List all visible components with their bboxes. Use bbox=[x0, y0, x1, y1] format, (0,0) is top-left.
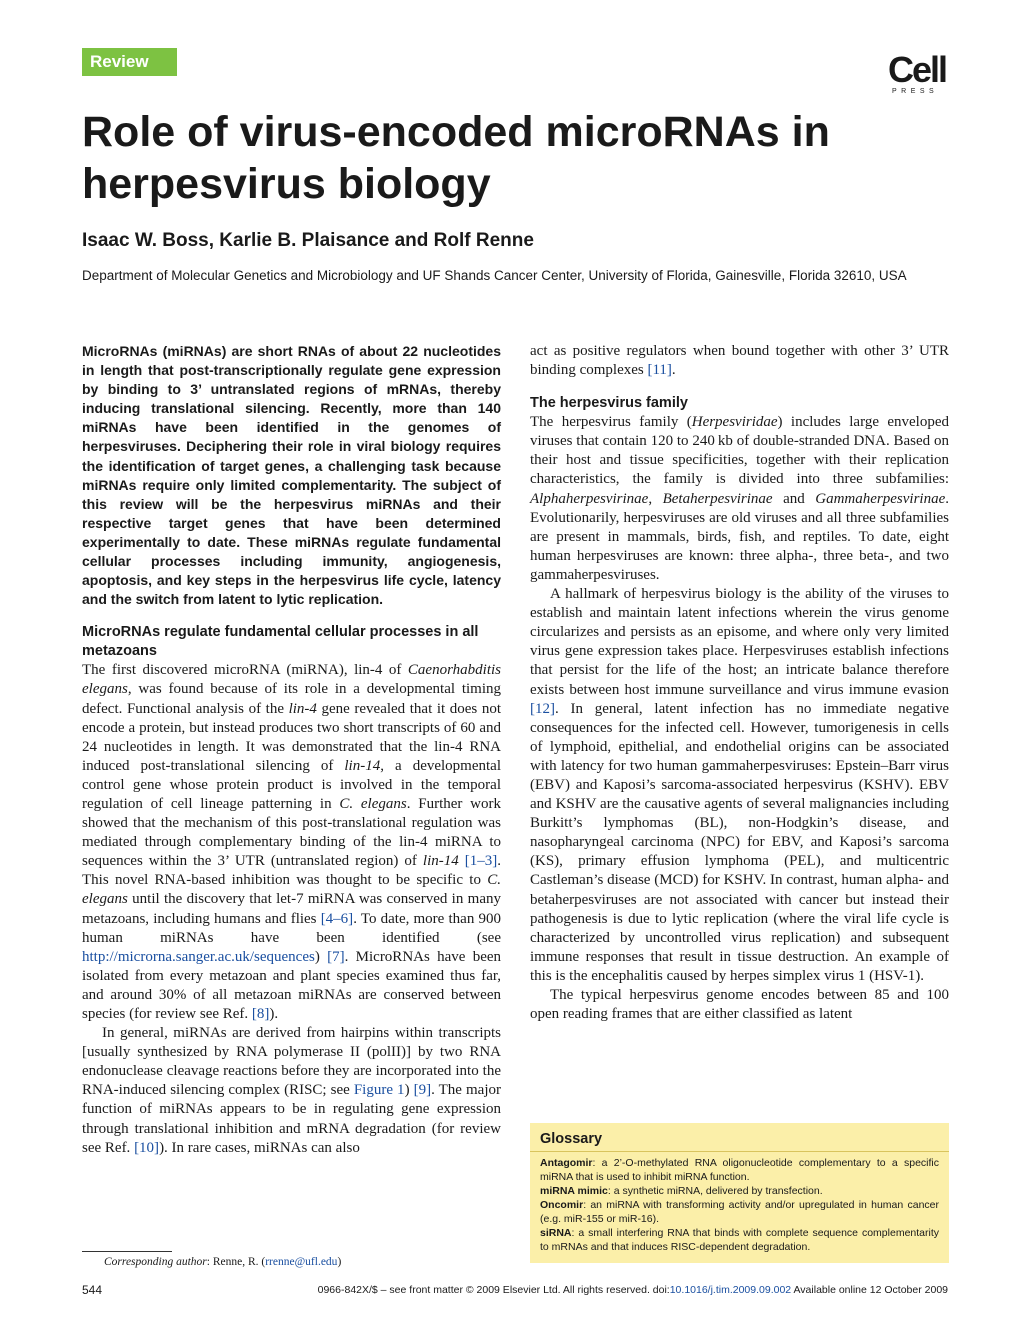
glossary-entry: Antagomir: a 2’-O-methylated RNA oligonucleotide complementary to a specific miRNA that is used to inhibit miRNA function. bbox=[540, 1157, 939, 1183]
article-title: Role of virus-encoded microRNAs in herpesvirus biology bbox=[82, 108, 830, 208]
body-paragraph: act as positive regulators when bound together with other 3’ UTR binding complexes [11]. bbox=[530, 343, 949, 379]
glossary-entry: Oncomir: an miRNA with transforming activity and/or upregulated in human cancer (e.g. miR-155 or miR-16). bbox=[540, 1199, 939, 1225]
glossary-entry: siRNA: a small interfering RNA that binds with complete sequence complementarity to mRNAs and that induces RISC-dependent degradation. bbox=[540, 1227, 939, 1253]
logo-sub: PRESS bbox=[892, 88, 939, 95]
article-authors: Isaac W. Boss, Karlie B. Plaisance and Rolf Renne bbox=[82, 230, 534, 251]
footnote-rule bbox=[82, 1251, 172, 1252]
citation-link[interactable]: [4–6] bbox=[320, 910, 354, 927]
cell-press-logo bbox=[888, 49, 954, 98]
left-column bbox=[82, 342, 501, 1158]
citation-link[interactable]: [9] bbox=[413, 1082, 432, 1099]
body-paragraph: The first discovered microRNA (miRNA), lin-4 of Caenorhabditis elegans, was found because of its role in a developmental timing defect. Functional analysis of the lin-4 gene revealed that it does not encode a protein, but instead produces two short transcripts of 60 and 24 nucleotides in length. It was demonstrated that the lin-4 RNA induced post-translational silencing of lin-14, a developmental control gene whose protein product is involved in the temporal regulation of cell lineage patterning in C. elegans. Further work showed that the mechanism of this post-translational regulation was mediated through complementary binding of the lin-4 miRNA to sequences within the 3’ UTR (untranslated region) of lin-14 [1–3]. This novel RNA-based inhibition was thought to be specific to C. elegans until the discovery that let-7 miRNA was conserved in many metazoans, including humans and flies [4–6]. To date, more than 900 human miRNAs have been identified (see http://microrna.sanger.ac.uk/sequences) [7]. MicroRNAs have been isolated from every metazoan and plant species examined thus far, and around 30% of all metazoan miRNAs are conserved between species (for review see Ref. [8]). bbox=[82, 662, 502, 1022]
email-link[interactable]: rrenne@ufl.edu bbox=[265, 1256, 338, 1268]
article-affiliation: Department of Molecular Genetics and Microbiology and UF Shands Cancer Center, University of Florida, Gainesville, Florida 32610, USA bbox=[82, 268, 907, 283]
section-tab: Review bbox=[82, 48, 177, 76]
glossary-box bbox=[530, 1123, 949, 1263]
glossary-heading: Glossary bbox=[530, 1123, 949, 1152]
body-paragraph: The typical herpesvirus genome encodes between 85 and 100 open reading frames that are either classified as latent bbox=[530, 987, 949, 1023]
figure-link[interactable]: Figure 1 bbox=[353, 1082, 405, 1099]
body-paragraph: In general, miRNAs are derived from hairpins within transcripts [usually synthesized by RNA polymerase II (polII)] by two RNA endonuclease cleavage reactions before they are incorporated into the RNA-induced silencing complex (RISC; see Figure 1) [9]. The major function of miRNAs appears to be in regulating gene expression through translational inhibition and mRNA degradation (for review see Ref. [10]). In rare cases, miRNAs can also bbox=[82, 1025, 501, 1156]
citation-link[interactable]: [1–3] bbox=[464, 853, 498, 870]
url-link[interactable]: http://microrna.sanger.ac.uk/sequences bbox=[82, 948, 315, 965]
right-column bbox=[530, 342, 949, 1024]
section-heading-herpesvirus-family: The herpesvirus family bbox=[530, 395, 688, 412]
body-paragraph: A hallmark of herpesvirus biology is the ability of the viruses to establish and maintain latent infections wherein the virus genome circularizes and persists as an episome, and where only very limited virus gene expression takes place. Herpesviruses establish infections that persist for the life of the host; an intricate balance therefore exists between host immune surveillance and virus immune evasion [12]. In general, latent infection has no immediate negative consequences for the infected cell. However, tumorigenesis in cells of lymphoid, epithelial, and endothelial origins can be associated with latency for two human gammaherpesviruses: Epstein–Barr virus (EBV) and Kaposi’s sarcoma-associated herpesvirus (KSHV). EBV and KSHV are the causative agents of several malignancies including Burkitt’s lymphomas (BL), non-Hodgkin’s disease, and nasopharyngeal carcinoma (NPC) for EBV, and Kaposi’s sarcoma (KS), primary effusion lymphoma (PEL), and multicentric Castleman’s disease (MCD) for KSHV. In contrast, human alpha- and betaherpesviruses are not associated with cancer but instead their pathogenesis is due to lytic replication (where the viral life cycle is characterized by uncontrolled virus replication) and subsequent immune responses that result in tissue destruction. An example of this is the encephalitis caused by herpes simplex virus 1 (HSV-1). bbox=[530, 586, 949, 984]
section-heading-microRNAs: MicroRNAs regulate fundamental cellular processes in all metazoans bbox=[82, 624, 479, 660]
page-number: 544 bbox=[82, 1283, 103, 1297]
glossary-entry: miRNA mimic: a synthetic miRNA, delivered by transfection. bbox=[540, 1185, 823, 1197]
doi-link[interactable]: 10.1016/j.tim.2009.09.002 bbox=[669, 1284, 792, 1296]
citation-link[interactable]: [7] bbox=[327, 948, 345, 965]
body-paragraph: The herpesvirus family (Herpesviridae) includes large enveloped viruses that contain 120 to 240 kb of double-stranded DNA. Based on their host and tissue specificities, together with their replication characteristics, the family is divided into three subfamilies: Alphaherpesvirinae, Betaherpesvirinae and Gammaherpesvirinae. Evolutionarily, herpesviruses are old viruses and all three subfamilies are present in mammals, birds, fish, and reptiles. To date, eight human herpesviruses are known: three alpha-, three beta-, and two gammaherpesviruses. bbox=[530, 414, 949, 583]
citation-link[interactable]: [10] bbox=[134, 1139, 160, 1156]
footer-publication-info: 0966-842X/$ – see front matter © 2009 Elsevier Ltd. All rights reserved. doi:10.1016/j.tim.2009.09.002 Available online 12 October 2009 bbox=[317, 1284, 948, 1296]
logo-word: Cell bbox=[888, 49, 947, 90]
abstract: MicroRNAs (miRNAs) are short RNAs of about 22 nucleotides in length that post-transcriptionally regulate gene expression by binding to 3’ untranslated regions of mRNAs, thereby inducing translational silencing. Recently, more than 140 miRNAs have been identified in the genomes of herpesviruses. Deciphering their role in viral biology requires the identification of target genes, a challenging task because miRNAs require only limited complementarity. The subject of this review will be the herpesvirus miRNAs and their respective target genes that have been determined experimentally to date. These miRNAs regulate fundamental cellular processes including immunity, angiogenesis, apoptosis, and key steps in the herpesvirus life cycle, latency and the switch from latent to lytic replication. bbox=[82, 343, 501, 608]
corresponding-author-note: Corresponding author: Renne, R. (rrenne@ufl.edu) bbox=[104, 1256, 342, 1268]
citation-link[interactable]: [11] bbox=[647, 362, 672, 379]
citation-link[interactable]: [8] bbox=[251, 1006, 270, 1022]
citation-link[interactable]: [12] bbox=[530, 700, 555, 717]
